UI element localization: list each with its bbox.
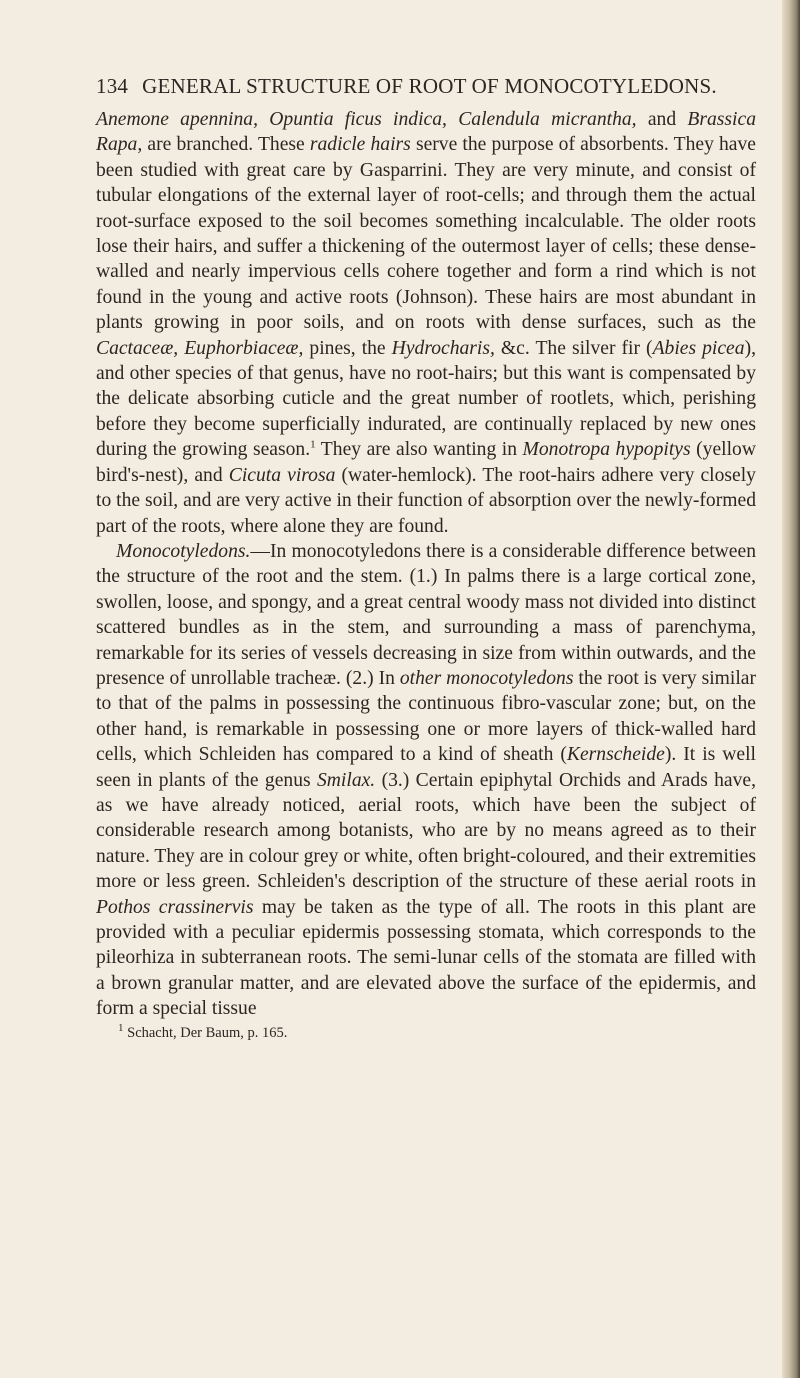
footnote [96, 1021, 756, 1042]
running-title: GENERAL STRUCTURE OF ROOT OF MONOCOTYLEDONS. [142, 74, 717, 98]
species-name: Abies picea [652, 337, 745, 359]
text-run: the root is very similar to that of the palms in possessing the continuous fibro-vascular zone; but, on the other hand, is remarkable in possessing one or more layers of thick-walled hard cells, which Schleiden has compared to a kind of sheath ( [96, 667, 757, 766]
text-run: (yellow bird's-nest), and [96, 439, 757, 486]
text-run: ), and other species of that genus, have no root-hairs; but this want is compensated by the delicate absorbing cuticle and the great number of rootlets, which, perishing before they become superficially indurated, are continually replaced by new ones during the growing season. [96, 337, 756, 461]
footnote-ref: 1 [310, 438, 316, 451]
text-run: —In monocotyledons there is a considerable difference between the structure of the root and the stem. (1.) In palms there is a large cortical zone, swollen, loose, and spongy, and a great central woody mass not divided into distinct scattered bundles as in the stem, and surrounding a mass of parenchyma, remarkable for its series of vessels decreasing in size from within outwards, and the presence of unrollable tracheæ. (2.) In [96, 540, 756, 689]
family-names: Cactaceæ, Euphorbiaceæ, [96, 337, 304, 359]
term-radicle-hairs: radicle hairs [309, 134, 411, 156]
text-run: They are also wanting in [315, 439, 523, 461]
paragraph-radicle-hairs [96, 107, 756, 539]
text-run: &c. The silver fir ( [494, 337, 653, 359]
book-page [96, 74, 756, 1042]
body-text [96, 107, 756, 1022]
text-run: (water-hemlock). The root-hairs adhere very closely to the soil, and are very active in their function of absorption over the newly-formed part of the roots, where alone they are found. [96, 464, 756, 537]
text-run: pines, the [303, 337, 392, 359]
genus-name: Hydrocharis, [391, 337, 495, 359]
species-name: Monotropa hypopitys [522, 439, 691, 461]
page-number: 134 [96, 74, 129, 98]
species-name: Brassica Rapa, [96, 109, 756, 156]
text-run: serve the purpose of absorbents. They have been studied with great care by Gasparrini. They are very minute, and consist of tubular elongations of the external layer of root-cells; and through them the actual root-surface exposed to the soil becomes something incalculable. The older roots lose their hairs, and suffer a thickening of the outermost layer of cells; these dense-walled and nearly impervious cells cohere together and form a rind which is not found in the young and active roots (Johnson). These hairs are most abundant in plants growing in poor soils, and on roots with dense surfaces, such as the [96, 134, 757, 334]
genus-name: Smilax. [316, 769, 376, 791]
text-run: are branched. These [142, 134, 310, 156]
text-run: ). It is well seen in plants of the genus [96, 744, 757, 791]
footnote-marker: 1 [118, 1021, 124, 1034]
text-run: (3.) Certain epiphytal Orchids and Arads have, as we have already noticed, aerial roots, which have been the subject of considerable research among botanists, who are by no means agreed as to their nature. They are in colour grey or white, often bright-coloured, and their extremities more or less green. Schleiden's description of the structure of these aerial roots in [96, 769, 756, 893]
page-edge-shadow [782, 0, 800, 1378]
species-names: Anemone apennina, Opuntia ficus indica, Calendula micrantha, [96, 109, 637, 130]
term-kernscheide: Kernscheide [566, 744, 665, 766]
text-run: and [636, 109, 688, 130]
paragraph-monocotyledons [96, 539, 756, 1022]
section-heading: Monocotyledons. [116, 540, 251, 562]
species-name: Cicuta virosa [228, 464, 336, 486]
term: other monocotyledons [399, 667, 574, 689]
running-head [96, 74, 756, 99]
footnote-text: Schacht, Der Baum, p. 165. [123, 1024, 288, 1041]
text-run: may be taken as the type of all. The roots in this plant are provided with a peculiar epidermis possessing stomata, which corresponds to the pileorhiza in subterranean roots. The semi-lunar cells of the stomata are filled with a brown granular matter, and are elevated above the surface of the epidermis, and form a special tissue [96, 896, 756, 1020]
species-name: Pothos crassinervis [96, 896, 254, 918]
